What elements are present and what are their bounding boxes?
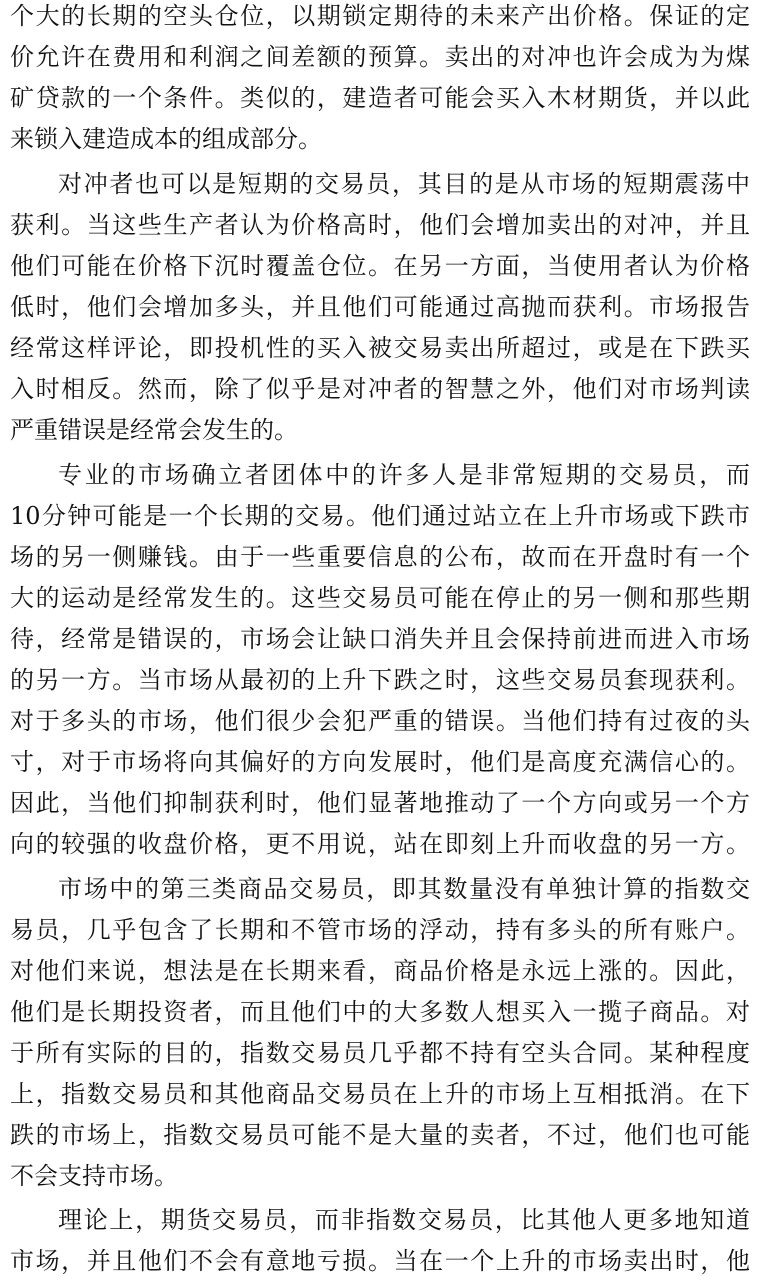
text-line: 严重错误是经常会发生的。 — [10, 416, 298, 444]
paragraph-first-line: 专业的市场确立者团体中的许多人是非常短期的交易员，而 — [58, 461, 750, 489]
text-line: 10分钟可能是一个长期的交易。他们通过站立在上升市场或下跌市 — [10, 502, 750, 530]
text-line: 个大的长期的空头仓位，以期锁定期待的未来产出价格。保证的定 — [10, 2, 750, 30]
text-line: 经常这样评论，即投机性的买入被交易卖出所超过，或是在下跌买 — [10, 334, 750, 362]
text-line: 寸，对于市场将向其偏好的方向发展时，他们是高度充满信心的。 — [10, 748, 750, 776]
text-line: 上，指数交易员和其他商品交易员在上升的市场上互相抵消。在下 — [10, 1080, 750, 1108]
text-line: 于所有实际的目的，指数交易员几乎都不持有空头合同。某种程度 — [10, 1039, 750, 1067]
text-line: 的另一方。当市场从最初的上升下跌之时，这些交易员套现获利。 — [10, 666, 750, 694]
text-line: 低时，他们会增加多头，并且他们可能通过高抛而获利。市场报告 — [10, 293, 750, 321]
text-line: 不会支持市场。 — [10, 1162, 178, 1190]
text-line: 跌的市场上，指数交易员可能不是大量的卖者，不过，他们也可能 — [10, 1121, 750, 1149]
text-line: 因此，当他们抑制获利时，他们显著地推动了一个方向或另一个方 — [10, 789, 750, 817]
text-line: 市场，并且他们不会有意地亏损。当在一个上升的市场卖出时，他 — [10, 1247, 750, 1275]
text-line: 来锁入建造成本的组成部分。 — [10, 125, 322, 153]
paragraph-first-line: 理论上，期货交易员，而非指数交易员，比其他人更多地知道 — [58, 1206, 750, 1234]
text-line: 对于多头的市场，他们很少会犯严重的错误。当他们持有过夜的头 — [10, 707, 750, 735]
text-line: 场的另一侧赚钱。由于一些重要信息的公布，故而在开盘时有一个 — [10, 543, 750, 571]
paragraph-first-line: 对冲者也可以是短期的交易员，其目的是从市场的短期震荡中 — [58, 170, 750, 198]
text-line: 入时相反。然而，除了似乎是对冲者的智慧之外，他们对市场判读 — [10, 375, 750, 403]
text-line: 获利。当这些生产者认为价格高时，他们会增加卖出的对冲，并且 — [10, 211, 750, 239]
text-line: 矿贷款的一个条件。类似的，建造者可能会买入木材期货，并以此 — [10, 84, 750, 112]
text-line: 他们可能在价格下沉时覆盖仓位。在另一方面，当使用者认为价格 — [10, 252, 750, 280]
text-line: 价允许在费用和利润之间差额的预算。卖出的对冲也许会成为为煤 — [10, 43, 750, 71]
text-line: 他们是长期投资者，而且他们中的大多数人想买入一揽子商品。对 — [10, 998, 750, 1026]
text-line: 易员，几乎包含了长期和不管市场的浮动，持有多头的所有账户。 — [10, 916, 750, 944]
text-line: 待，经常是错误的，市场会让缺口消失并且会保持前进而进入市场 — [10, 625, 750, 653]
text-line: 大的运动是经常发生的。这些交易员可能在停止的另一侧和那些期 — [10, 584, 750, 612]
text-line: 向的较强的收盘价格，更不用说，站在即刻上升而收盘的另一方。 — [10, 830, 750, 858]
paragraph-first-line: 市场中的第三类商品交易员，即其数量没有单独计算的指数交 — [58, 875, 750, 903]
text-line: 对他们来说，想法是在长期来看，商品价格是永远上涨的。因此， — [10, 957, 750, 985]
